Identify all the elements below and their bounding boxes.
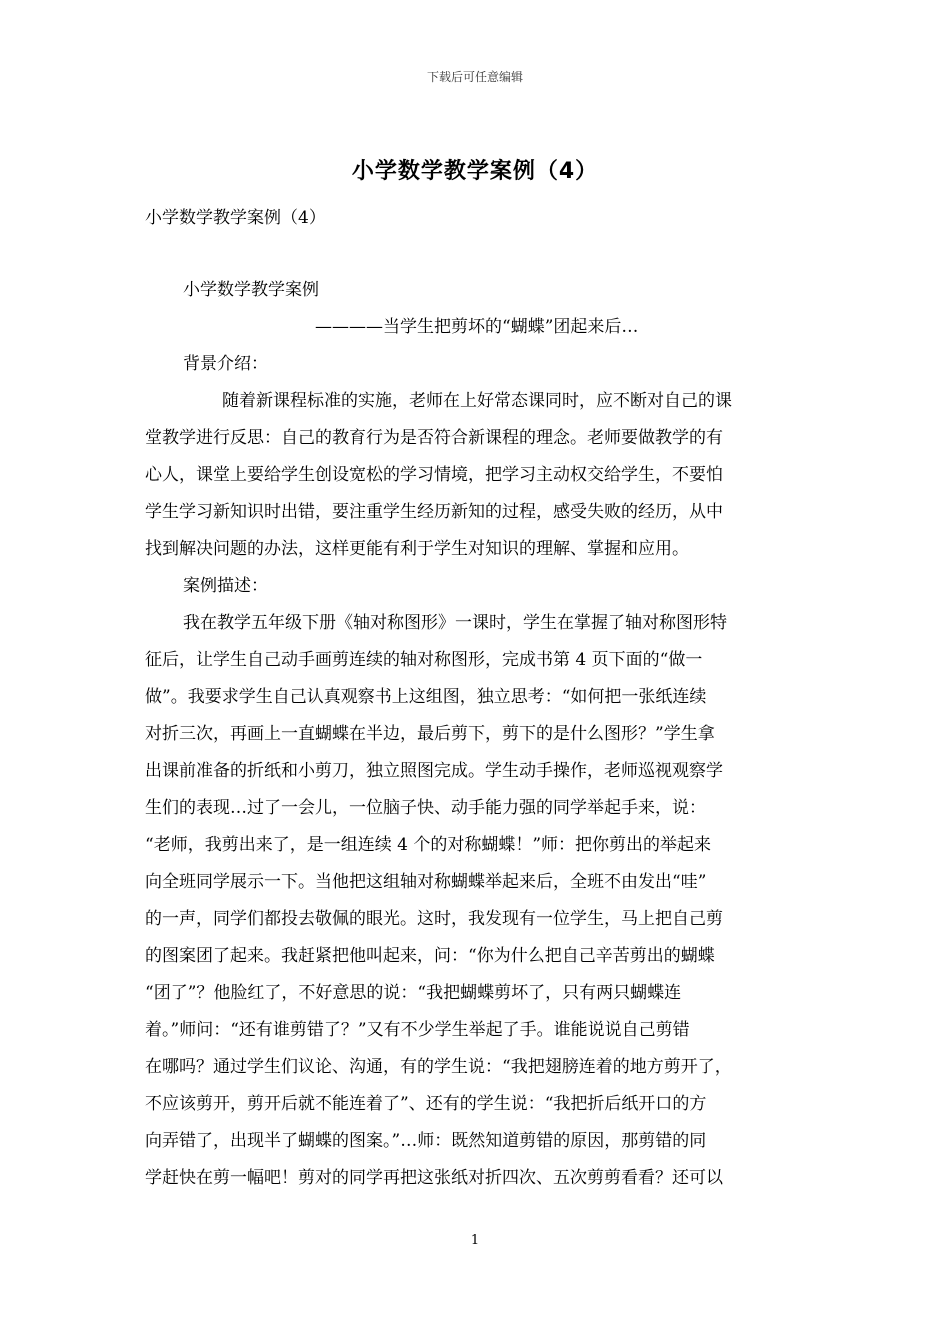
paragraph-line: 找到解决问题的办法，这样更能有利于学生对知识的理解、掌握和应用。	[145, 539, 689, 559]
paragraph-line: 的一声，同学们都投去敬佩的眼光。这时，我发现有一位学生，马上把自己剪	[145, 909, 723, 929]
paragraph-line: 出课前准备的折纸和小剪刀，独立照图完成。学生动手操作，老师巡视观察学	[145, 761, 723, 781]
document-body	[145, 272, 807, 1197]
paragraph-line: 堂教学进行反思：自己的教育行为是否符合新课程的理念。老师要做教学的有	[145, 428, 723, 448]
paragraph-line: 生们的表现…过了一会儿，一位脑子快、动手能力强的同学举起手来，说：	[145, 798, 706, 818]
case-subheading: ————当学生把剪坏的“蝴蝶”团起来后…	[315, 317, 639, 337]
page-header-note: 下载后可任意编辑	[426, 70, 523, 84]
section-heading: 小学数学教学案例	[183, 280, 319, 300]
paragraph-line: 做”。我要求学生自己认真观察书上这组图，独立思考：“如何把一张纸连续	[145, 687, 707, 707]
paragraph-line: 在哪吗？通过学生们议论、沟通，有的学生说：“我把翅膀连着的地方剪开了，	[145, 1057, 732, 1077]
background-heading: 背景介绍：	[183, 354, 268, 374]
paragraph-line: 征后，让学生自己动手画剪连续的轴对称图形，完成书第 4 页下面的“做一	[145, 650, 703, 670]
paragraph-line: 着。”师问：“还有谁剪错了？”又有不少学生举起了手。谁能说说自己剪错	[145, 1020, 690, 1040]
paragraph-line: 心人，课堂上要给学生创设宽松的学习情境，把学习主动权交给学生，不要怕	[145, 465, 723, 485]
document-title: 小学数学教学案例（4）	[351, 159, 599, 184]
paragraph-line: 向弄错了，出现半了蝴蝶的图案。”…师：既然知道剪错的原因，那剪错的同	[145, 1131, 707, 1151]
paragraph-line: 学生学习新知识时出错，要注重学生经历新知的过程，感受失败的经历，从中	[145, 502, 723, 522]
description-heading: 案例描述：	[183, 576, 268, 596]
paragraph-line: 对折三次，再画上一直蝴蝶在半边，最后剪下，剪下的是什么图形？”学生拿	[145, 724, 715, 744]
paragraph-line: 的图案团了起来。我赶紧把他叫起来，问：“你为什么把自己辛苦剪出的蝴蝶	[145, 946, 715, 966]
paragraph-line: 不应该剪开，剪开后就不能连着了”、还有的学生说：“我把折后纸开口的方	[145, 1094, 707, 1114]
paragraph-line: 学赶快在剪一幅吧！剪对的同学再把这张纸对折四次、五次剪剪看看？还可以	[145, 1168, 723, 1188]
paragraph-line: 我在教学五年级下册《轴对称图形》一课时，学生在掌握了轴对称图形特	[183, 613, 727, 633]
paragraph-line: “团了”？他脸红了，不好意思的说：“我把蝴蝶剪坏了，只有两只蝴蝶连	[145, 983, 682, 1003]
paragraph-line: 向全班同学展示一下。当他把这组轴对称蝴蝶举起来后，全班不由发出“哇”	[145, 872, 707, 892]
paragraph-line: 随着新课程标准的实施，老师在上好常态课同时，应不断对自己的课	[222, 391, 732, 411]
paragraph-line: “老师，我剪出来了，是一组连续 4 个的对称蝴蝶！”师：把你剪出的举起来	[145, 835, 712, 855]
page-number: 1	[470, 1233, 480, 1248]
document-subtitle: 小学数学教学案例（4）	[145, 208, 326, 228]
